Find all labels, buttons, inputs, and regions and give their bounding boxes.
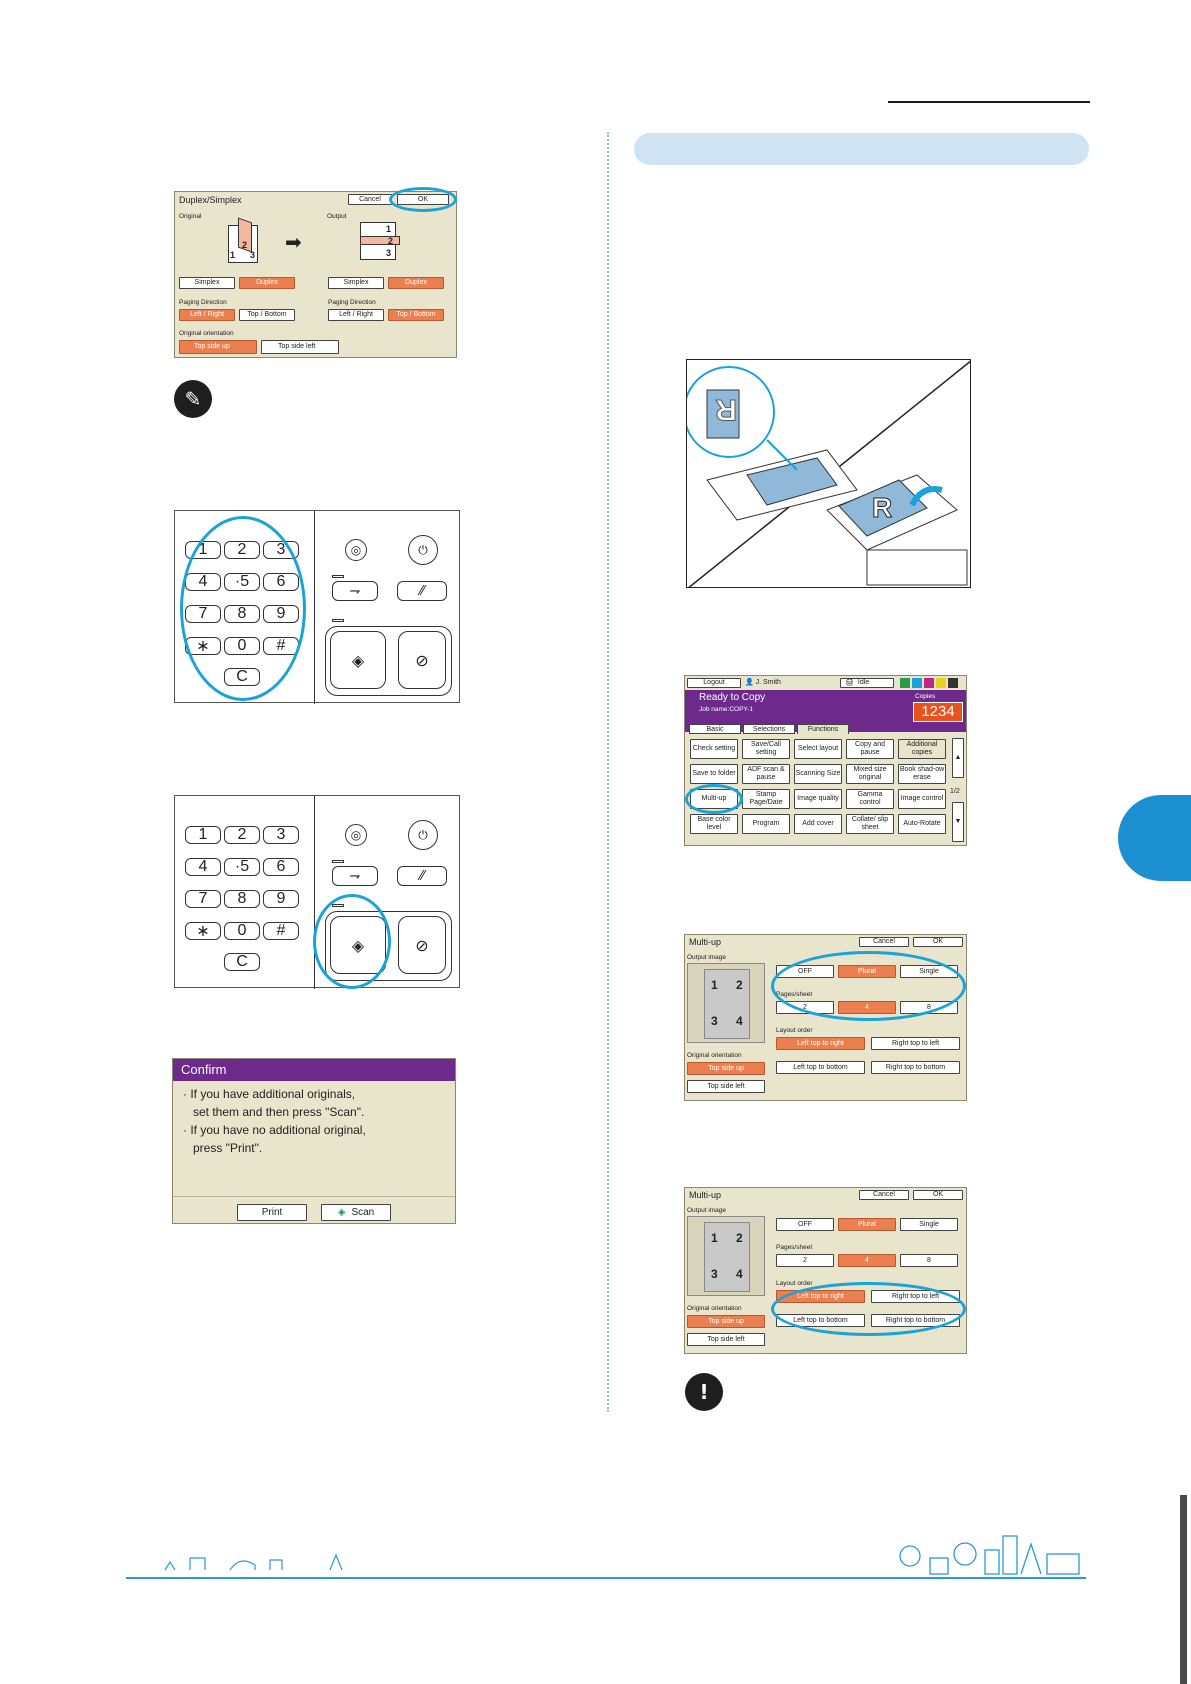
reset-button[interactable]: ⁄⁄ xyxy=(397,581,447,601)
key-6[interactable]: 6 xyxy=(263,573,299,591)
left-top-to-right-button[interactable]: Left top to right xyxy=(776,1290,865,1303)
plural-button[interactable]: Plural xyxy=(838,965,896,978)
interrupt-button[interactable]: ⇁ xyxy=(332,581,378,601)
start-icon: ◈ xyxy=(337,1206,346,1218)
top-side-left-button[interactable]: Top side left xyxy=(261,340,339,354)
key-star[interactable]: ∗ xyxy=(185,637,221,655)
panel-title: Multi-up xyxy=(689,1190,722,1200)
key-7[interactable]: 7 xyxy=(185,605,221,623)
power-icon[interactable]: ⏻ xyxy=(408,535,438,565)
original-doc-illustration: 1 2 3 xyxy=(220,220,270,265)
check-setting-button[interactable]: Check setting xyxy=(690,739,738,759)
reset-button[interactable]: ⁄⁄ xyxy=(397,866,447,886)
wakeup-icon[interactable]: ◎ xyxy=(345,539,367,561)
layout-order-highlight xyxy=(771,1282,966,1336)
key-1[interactable]: 1 xyxy=(185,541,221,559)
user-icon: 👤 xyxy=(745,679,754,686)
wakeup-icon[interactable]: ◎ xyxy=(345,824,367,846)
control-panel-keypad-1 xyxy=(174,510,460,703)
image-quality-button[interactable]: Image quality xyxy=(794,789,842,809)
key-clear[interactable]: C xyxy=(224,953,260,971)
interrupt-button[interactable]: ⇁ xyxy=(332,866,378,886)
save-to-folder-button[interactable]: Save to folder xyxy=(690,764,738,784)
key-1[interactable]: 1 xyxy=(185,826,221,844)
page-title: Ready to Copy xyxy=(699,692,766,703)
memo-icon: ✎ xyxy=(174,380,212,418)
confirm-dialog: Confirm · If you have additional originals, set them and then press "Scan". · If you have no additional original, press "Print". Print ◈ Scan xyxy=(172,1058,456,1224)
tab-functions[interactable]: Functions xyxy=(797,724,849,734)
auto-rotate-button[interactable]: Auto-Rotate xyxy=(898,814,946,834)
print-button[interactable]: Print xyxy=(237,1204,307,1221)
select-layout-button[interactable]: Select layout xyxy=(794,739,842,759)
original-left-right-button[interactable]: Left / Right xyxy=(179,309,235,321)
original-label: Original xyxy=(179,213,202,220)
copies-counter[interactable]: 1234 xyxy=(913,702,963,722)
multiup-panel-1 xyxy=(684,934,967,1101)
multi-up-highlight xyxy=(685,784,743,814)
layout-preview: 1 2 3 4 xyxy=(687,963,765,1043)
key-9[interactable]: 9 xyxy=(263,890,299,908)
paging-direction-label-output: Paging Direction xyxy=(328,299,376,306)
layout-order-label: Layout order xyxy=(776,1027,813,1034)
scan-button[interactable]: ◈ Scan xyxy=(321,1204,391,1221)
copy-and-pause-button[interactable]: Copy and pause xyxy=(846,739,894,759)
pages-sheet-label: Pages/sheet xyxy=(776,991,813,998)
right-top-to-bottom-button[interactable]: Right top to bottom xyxy=(871,1061,960,1074)
tab-selections[interactable]: Selections xyxy=(743,724,795,734)
output-left-right-button[interactable]: Left / Right xyxy=(328,309,384,321)
logout-button[interactable]: Logout xyxy=(687,678,741,688)
status-indicator: 🖨 Idle xyxy=(840,678,894,688)
key-8[interactable]: 8 xyxy=(224,890,260,908)
key-2[interactable]: 2 xyxy=(224,541,260,559)
key-6[interactable]: 6 xyxy=(263,858,299,876)
message-bullet: · If you have no additional original, xyxy=(183,1123,366,1137)
layout-preview: 1 2 3 4 xyxy=(687,1216,765,1296)
key-0[interactable]: 0 xyxy=(224,637,260,655)
scanning-size-button[interactable]: Scanning Size xyxy=(794,764,842,784)
adf-scan-pause-button[interactable]: ADF scan & pause xyxy=(742,764,790,784)
copies-label: Copies xyxy=(915,693,936,700)
numeric-keys-highlight xyxy=(180,516,306,701)
footer-rule xyxy=(126,1577,1086,1579)
right-top-to-bottom-button[interactable]: Right top to bottom xyxy=(871,1314,960,1327)
home-screen-panel xyxy=(684,675,967,846)
key-4[interactable]: 4 xyxy=(185,858,221,876)
ok-button[interactable]: OK xyxy=(397,194,449,205)
pages-4-button[interactable]: 4 xyxy=(838,1254,896,1267)
stop-button[interactable]: ⊘ xyxy=(398,916,446,974)
output-simplex-button[interactable]: Simplex xyxy=(328,277,384,289)
key-0[interactable]: 0 xyxy=(224,922,260,940)
mixed-size-original-button[interactable]: Mixed size original xyxy=(846,764,894,784)
multiup-panel-2 xyxy=(684,1187,967,1354)
footer-city-illustration xyxy=(895,1530,1085,1576)
output-image-label: Output image xyxy=(687,1207,727,1214)
svg-text:R: R xyxy=(872,492,893,523)
original-top-bottom-button[interactable]: Top / Bottom xyxy=(239,309,295,321)
original-orientation-label: Original orientation xyxy=(687,1305,742,1312)
original-orientation-label: Original orientation xyxy=(179,330,234,337)
top-side-up-button[interactable]: Top side up xyxy=(687,1062,765,1075)
book-shadow-erase-button[interactable]: Book shad-ow erase xyxy=(898,764,946,784)
ok-button[interactable]: OK xyxy=(913,1190,963,1200)
key-8[interactable]: 8 xyxy=(224,605,260,623)
scroll-down-button[interactable]: ▼ xyxy=(952,802,964,842)
paging-direction-label: Paging Direction xyxy=(179,299,227,306)
panel-title: Duplex/Simplex xyxy=(179,195,242,205)
column-divider xyxy=(607,132,609,1412)
key-4[interactable]: 4 xyxy=(185,573,221,591)
header-rule xyxy=(888,101,1090,103)
cancel-button[interactable]: Cancel xyxy=(859,1190,909,1200)
pages-sheet-label: Pages/sheet xyxy=(776,1244,813,1251)
page-edge-bar xyxy=(1180,1495,1187,1684)
key-3[interactable]: 3 xyxy=(263,541,299,559)
collate-slip-sheet-button[interactable]: Collate/ slip sheet xyxy=(846,814,894,834)
additional-copies-button[interactable]: Additional copies xyxy=(898,739,946,759)
key-5[interactable]: ·5 xyxy=(224,573,260,591)
add-cover-button[interactable]: Add cover xyxy=(794,814,842,834)
off-button[interactable]: OFF xyxy=(776,965,834,978)
ok-button[interactable]: OK xyxy=(913,937,963,947)
plural-button[interactable]: Plural xyxy=(838,1218,896,1231)
power-icon[interactable]: ⏻ xyxy=(408,820,438,850)
tab-basic[interactable]: Basic xyxy=(689,724,741,734)
pages-2-button[interactable]: 2 xyxy=(776,1254,834,1267)
start-button[interactable]: ◈ xyxy=(330,916,386,974)
pages-8-button[interactable]: 8 xyxy=(900,1001,958,1014)
key-5[interactable]: ·5 xyxy=(224,858,260,876)
save-call-setting-button[interactable]: Save/Call setting xyxy=(742,739,790,759)
key-9[interactable]: 9 xyxy=(263,605,299,623)
start-button[interactable]: ◈ xyxy=(330,631,386,689)
stop-button[interactable]: ⊘ xyxy=(398,631,446,689)
job-name: Job name:COPY-1 xyxy=(699,706,753,713)
output-top-bottom-button[interactable]: Top / Bottom xyxy=(388,309,444,321)
stamp-page-date-button[interactable]: Stamp Page/Date xyxy=(742,789,790,809)
original-orientation-label: Original orientation xyxy=(687,1052,742,1059)
scroll-up-button[interactable]: ▲ xyxy=(952,738,964,778)
key-hash[interactable]: # xyxy=(263,922,299,940)
printer-icon: 🖨 xyxy=(845,679,854,686)
key-star[interactable]: ∗ xyxy=(185,922,221,940)
output-label: Output xyxy=(327,213,347,220)
chapter-tab xyxy=(1118,795,1191,881)
original-duplex-button[interactable]: Duplex xyxy=(239,277,295,289)
cancel-button[interactable]: Cancel xyxy=(859,937,909,947)
ink-level-indicator xyxy=(900,678,964,688)
top-side-left-button[interactable]: Top side left xyxy=(687,1080,765,1093)
off-button[interactable]: OFF xyxy=(776,1218,834,1231)
image-control-button[interactable]: Image control xyxy=(898,789,946,809)
control-panel-keypad-2 xyxy=(174,795,460,988)
pages-2-button[interactable]: 2 xyxy=(776,1001,834,1014)
important-icon: ! xyxy=(685,1373,723,1411)
output-image-label: Output image xyxy=(687,954,727,961)
layout-order-label: Layout order xyxy=(776,1280,813,1287)
pages-8-button[interactable]: 8 xyxy=(900,1254,958,1267)
key-7[interactable]: 7 xyxy=(185,890,221,908)
dialog-title: Confirm xyxy=(173,1059,455,1081)
section-heading-bar xyxy=(634,133,1089,165)
right-top-to-left-button[interactable]: Right top to left xyxy=(871,1037,960,1050)
top-side-left-button[interactable]: Top side left xyxy=(687,1333,765,1346)
arrow-right-icon: ➡ xyxy=(285,232,302,254)
single-button[interactable]: Single xyxy=(900,1218,958,1231)
panel-title: Multi-up xyxy=(689,937,722,947)
left-top-to-bottom-button[interactable]: Left top to bottom xyxy=(776,1061,865,1074)
message-bullet: · If you have additional originals, xyxy=(183,1087,356,1101)
right-top-to-left-button[interactable]: Right top to left xyxy=(871,1290,960,1303)
svg-text:R: R xyxy=(715,393,737,426)
key-clear[interactable]: C xyxy=(224,668,260,686)
output-duplex-button[interactable]: Duplex xyxy=(388,277,444,289)
original-simplex-button[interactable]: Simplex xyxy=(179,277,235,289)
top-side-up-button[interactable]: Top side up xyxy=(687,1315,765,1328)
left-top-to-bottom-button[interactable]: Left top to bottom xyxy=(776,1314,865,1327)
output-doc-illustration: 1 2 3 xyxy=(360,222,400,262)
pages-4-button[interactable]: 4 xyxy=(838,1001,896,1014)
left-top-to-right-button[interactable]: Left top to right xyxy=(776,1037,865,1050)
scanner-svg xyxy=(687,360,971,588)
cancel-button[interactable]: Cancel xyxy=(348,194,392,205)
gamma-control-button[interactable]: Gamma control xyxy=(846,789,894,809)
duplex-panel xyxy=(174,191,457,358)
scanner-illustration xyxy=(686,359,971,588)
multi-up-button[interactable]: Multi-up xyxy=(690,789,738,809)
footer-illustration xyxy=(160,1545,360,1575)
ok-highlight xyxy=(389,187,457,212)
key-3[interactable]: 3 xyxy=(263,826,299,844)
top-side-up-button[interactable]: Top side up xyxy=(179,340,257,354)
start-highlight xyxy=(313,894,391,989)
key-hash[interactable]: # xyxy=(263,637,299,655)
single-button[interactable]: Single xyxy=(900,965,958,978)
program-button[interactable]: Program xyxy=(742,814,790,834)
base-color-level-button[interactable]: Base color level xyxy=(690,814,738,834)
page-indicator: 1/2 xyxy=(950,788,960,795)
key-2[interactable]: 2 xyxy=(224,826,260,844)
output-image-highlight xyxy=(771,951,966,1021)
user-name: 👤 J. Smith xyxy=(745,679,781,686)
